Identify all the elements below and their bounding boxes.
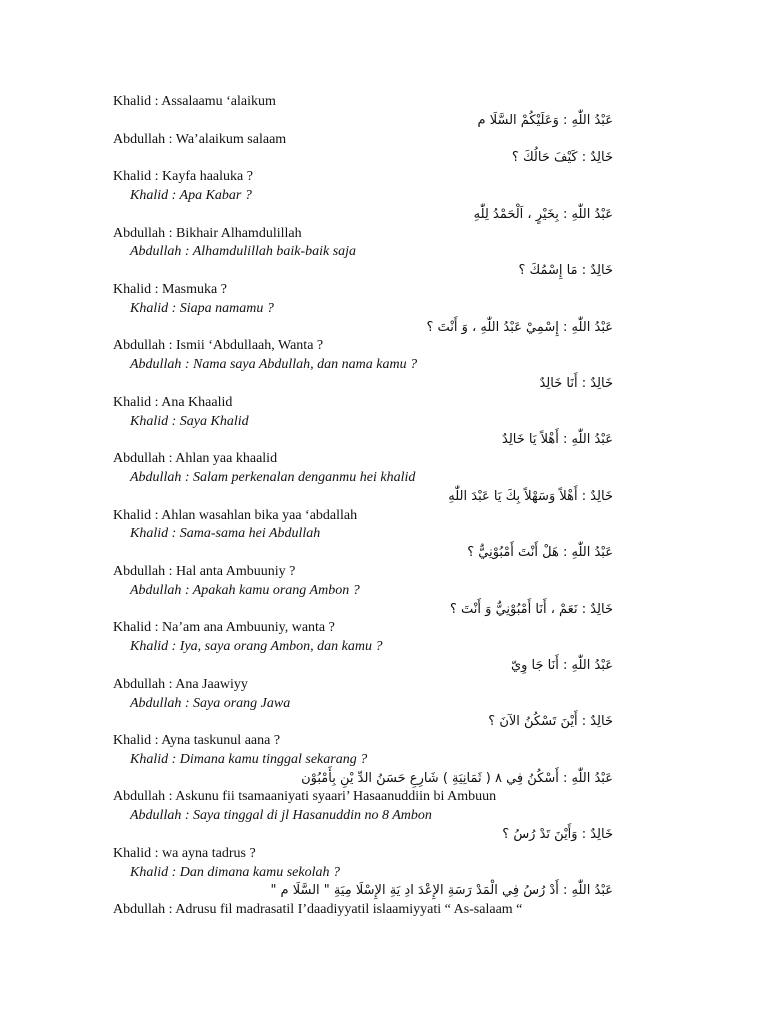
translation-line: Abdullah : Nama saya Abdullah, dan nama kamu ? (130, 357, 418, 373)
transliteration-line: Abdullah : Hal anta Ambuuniy ? (113, 563, 296, 579)
transliteration-line: Abdullah : Bikhair Alhamdulillah (113, 225, 302, 241)
arabic-line: خَالِدٌ : أَهْلاً وَسَهْلاً بِكَ يَا عَبْدَ اللّٰهِ (448, 488, 613, 504)
translation-line: Khalid : Dan dimana kamu sekolah ? (130, 864, 340, 880)
translation-line: Abdullah : Saya orang Jawa (130, 695, 291, 711)
arabic-line: خَالِدٌ : أَيْنَ تَسْكُنُ الآنَ ؟ (488, 714, 613, 730)
arabic-line: خَالِدٌ : وَأَيْنَ تَدْ رُسُ ؟ (502, 827, 613, 843)
arabic-line: عَبْدُ اللّٰهِ : وَعَلَيْكُمْ السَّلَا م (477, 112, 613, 128)
transliteration-line: Abdullah : Askunu fii tsamaaniyati syaari’ Hasaanuddiin bi Ambuun (113, 789, 497, 805)
transliteration-line: Khalid : wa ayna tadrus ? (113, 845, 256, 861)
arabic-line: عَبْدُ اللّٰهِ : أَهْلاً يَا خَالِدٌ (502, 432, 613, 448)
transliteration-line: Abdullah : Ana Jaawiyy (113, 676, 248, 692)
translation-line: Khalid : Dimana kamu tinggal sekarang ? (130, 751, 368, 767)
transliteration-line: Abdullah : Wa’alaikum salaam (113, 131, 287, 147)
dialogue-text (113, 93, 613, 920)
arabic-line: خَالِدٌ : مَا إِسْمُكَ ؟ (518, 263, 613, 279)
arabic-line: عَبْدُ اللّٰهِ : هَلْ أَنْتَ أَمْبُوْنِيٌّ ؟ (467, 545, 613, 561)
transliteration-line: Abdullah : Ismii ‘Abdullaah, Wanta ? (113, 338, 324, 354)
translation-line: Khalid : Sama-sama hei Abdullah (130, 526, 321, 542)
transliteration-line: Khalid : Na’am ana Ambuuniy, wanta ? (113, 620, 335, 636)
transliteration-line: Abdullah : Ahlan yaa khaalid (113, 451, 278, 467)
arabic-line: خَالِدٌ : أَنَا خَالِدٌ (539, 375, 613, 391)
arabic-line: عَبْدُ اللّٰهِ : أَسْكُنُ فِي ٨ ( ثَمَانِيَةِ ) شَارِعِ حَسَنُ الدِّ يْنِ بِأَمْبُوْن (301, 770, 613, 786)
arabic-line: خَالِدٌ : كَيْفَ حَالُكَ ؟ (511, 150, 613, 166)
translation-line: Abdullah : Salam perkenalan denganmu hei khalid (130, 469, 416, 485)
arabic-line: عَبْدُ اللّٰهِ : أَنَا جَا وِيّ (510, 657, 613, 673)
translation-line: Khalid : Iya, saya orang Ambon, dan kamu ? (130, 639, 383, 655)
translation-line: Abdullah : Apakah kamu orang Ambon ? (130, 582, 360, 598)
transliteration-line: Khalid : Assalaamu ‘alaikum (113, 94, 276, 109)
arabic-line: خَالِدٌ : نَعَمْ ، أَنَا أَمْبُوْنِيٌّ وَ أَنْتَ ؟ (450, 601, 613, 617)
transliteration-line: Abdullah : Adrusu fil madrasatil I’daadiyyatil islaamiyyati “ As-salaam “ (113, 902, 523, 918)
translation-line: Khalid : Saya Khalid (130, 413, 249, 429)
translation-line: Abdullah : Saya tinggal di jl Hasanuddin no 8 Ambon (130, 808, 432, 824)
translation-line: Abdullah : Alhamdulillah baik-baik saja (130, 244, 357, 260)
arabic-line: عَبْدُ اللّٰهِ : أَدْ رُسُ فِي الْمَدْ رَسَةِ الإِعْدَ ادِ يَةِ الإِسْلَا مِيَةِ " السَّلَا م " (270, 883, 613, 899)
transliteration-line: Khalid : Ayna taskunul aana ? (113, 733, 281, 749)
transliteration-line: Khalid : Ahlan wasahlan bika yaa ‘abdallah (113, 507, 358, 523)
arabic-line: عَبْدُ اللّٰهِ : إِسْمِيْ عَبْدُ اللّٰهِ ، وَ أَنْتَ ؟ (426, 319, 613, 335)
transliteration-line: Khalid : Ana Khaalid (113, 394, 233, 410)
translation-line: Khalid : Apa Kabar ? (130, 187, 252, 203)
translation-line: Khalid : Siapa namamu ? (130, 300, 274, 316)
transliteration-line: Khalid : Masmuka ? (113, 281, 227, 297)
transliteration-line: Khalid : Kayfa haaluka ? (113, 169, 253, 185)
arabic-line: عَبْدُ اللّٰهِ : بِخَيْرٍ ، اَلْحَمْدُ لِلّٰهِ (473, 206, 613, 222)
